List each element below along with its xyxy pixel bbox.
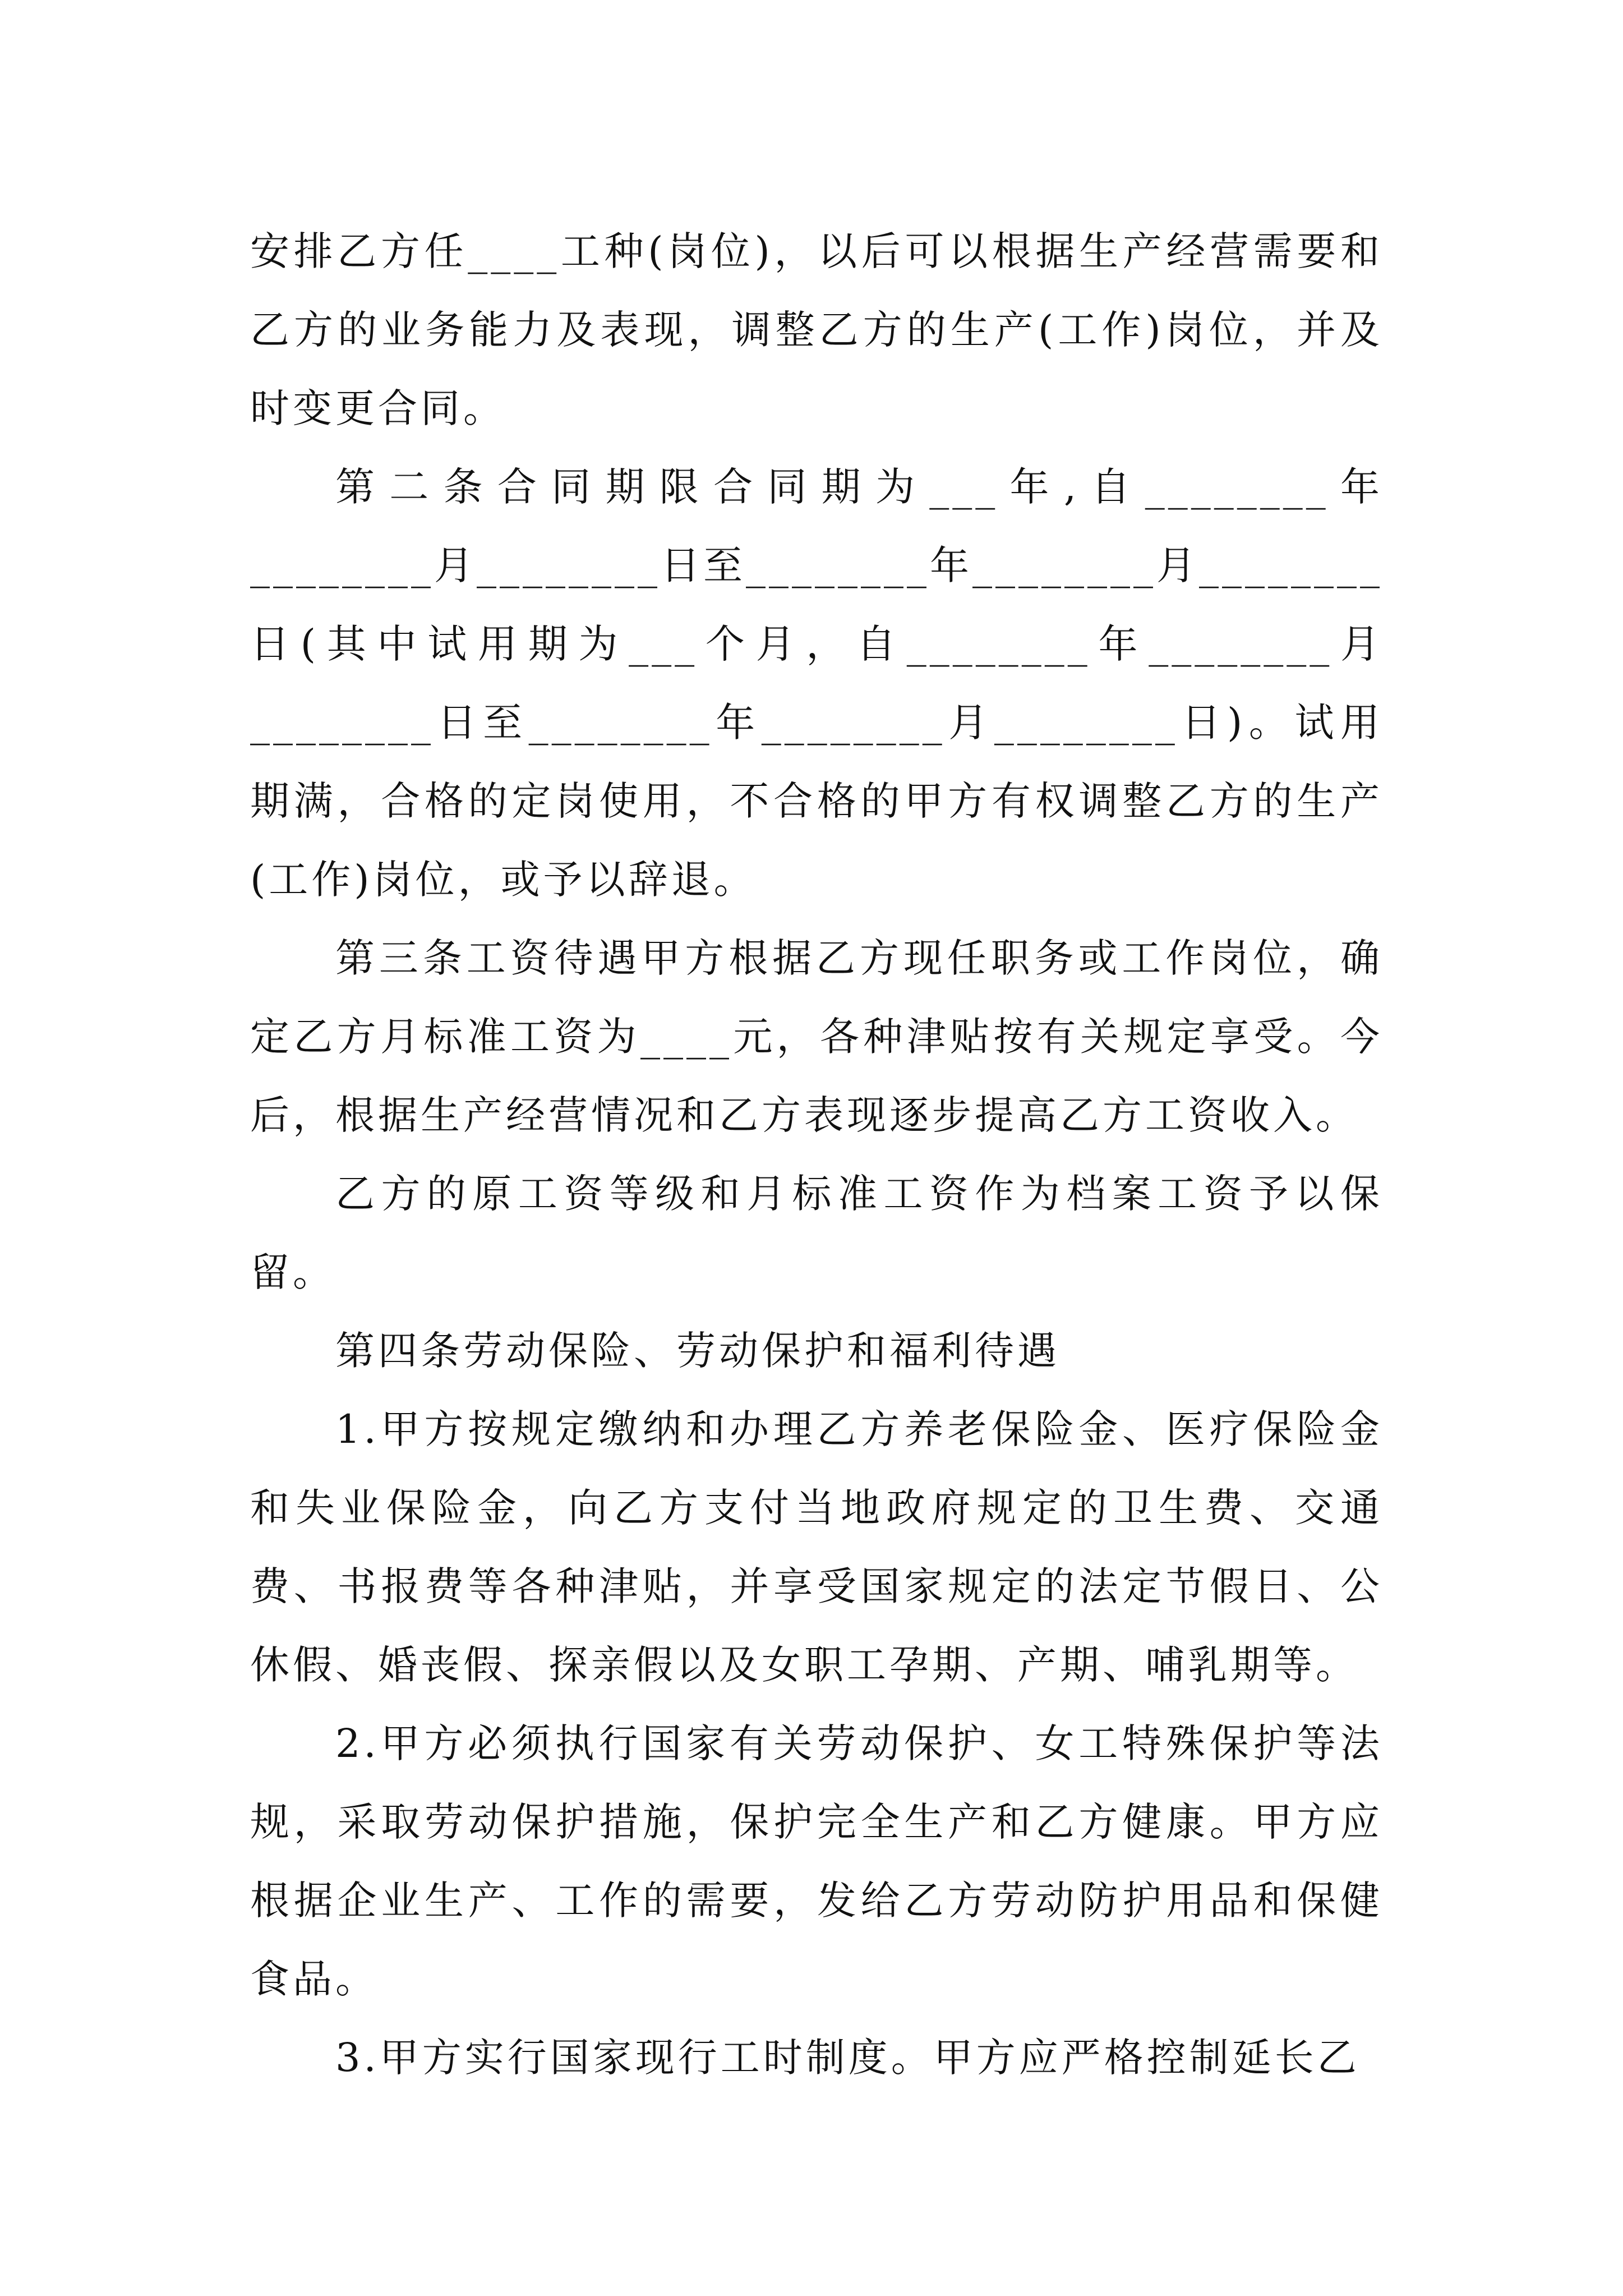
paragraph-job-assignment: 安排乙方任____工种(岗位)，以后可以根据生产经营需要和乙方的业务能力及表现，调整乙方的生产(工作)岗位，并及时变更合同。 — [250, 228, 1383, 431]
paragraph-original-wage-retained: 乙方的原工资等级和月标准工资作为档案工资予以保留。 — [250, 1171, 1383, 1295]
paragraph-article-4-heading: 第四条劳动保险、劳动保护和福利待遇 — [335, 1328, 1060, 1374]
document-body — [250, 212, 1383, 2097]
paragraph-item-1-insurance: 1.甲方按规定缴纳和办理乙方养老保险金、医疗保险金和失业保险金，向乙方支付当地政府规定的卫生费、交通费、书报费等各种津贴，并享受国家规定的法定节假日、公休假、婚丧假、探亲假以及女职工孕期、产期、哺乳期等。 — [250, 1406, 1383, 1688]
paragraph-article-2-contract-term: 第二条合同期限合同期为___年,自________年________月________日至________年________月________日(其中试用期为___个月，自________年________月________日至________年________月________日)。试用期满，合格的定岗使用，不合格的甲方有权调整乙方的生产(工作)岗位，或予以辞退。 — [250, 464, 1383, 903]
paragraph-item-2-labor-protection: 2.甲方必须执行国家有关劳动保护、女工特殊保护等法规，采取劳动保护措施，保护完全生产和乙方健康。甲方应根据企业生产、工作的需要，发给乙方劳动防护用品和保健食品。 — [250, 1720, 1383, 2002]
paragraph-item-3-working-hours: 3.甲方实行国家现行工时制度。甲方应严格控制延长乙 — [335, 2035, 1360, 2081]
paragraph-article-3-wages: 第三条工资待遇甲方根据乙方现任职务或工作岗位，确定乙方月标准工资为____元，各种津贴按有关规定享受。今后，根据生产经营情况和乙方表现逐步提高乙方工资收入。 — [250, 935, 1383, 1138]
